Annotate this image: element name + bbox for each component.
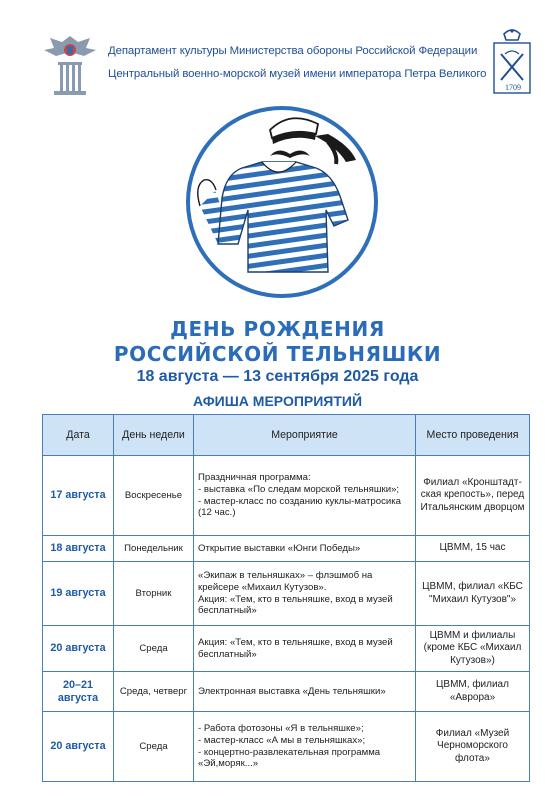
row-weekday: Среда [114, 712, 194, 782]
row-place: ЦВММ и филиалы (кроме КБС «Михаил Кутузов») [416, 626, 530, 672]
event-title-line1: ДЕНЬ РОЖДЕНИЯ [170, 317, 385, 341]
row-date: 20 августа [43, 626, 114, 672]
ministry-department-line: Департамент культуры Министерства обороны Российской Федерации [108, 45, 478, 57]
column-header-weekday: День недели [114, 415, 194, 456]
table-row [43, 672, 530, 712]
event-dates: 18 августа — 13 сентября 2025 года [136, 368, 419, 385]
row-date: 20–21 августа [43, 672, 114, 712]
column-header-event: Мероприятие [194, 415, 416, 456]
row-date: 17 августа [43, 456, 114, 536]
program-subtitle: АФИША МЕРОПРИЯТИЙ [192, 393, 363, 409]
table-row [43, 536, 530, 562]
row-event: Электронная выставка «День тельняшки» [194, 672, 416, 712]
column-header-date: Дата [43, 415, 114, 456]
row-weekday: Среда, четверг [114, 672, 194, 712]
row-weekday: Среда [114, 626, 194, 672]
row-place: Филиал «Кронштадт-ская крепость», перед Итальянским дворцом [416, 456, 530, 536]
table-row [43, 562, 530, 626]
row-event: Открытие выставки «Юнги Победы» [194, 536, 416, 562]
table-header-row [43, 415, 530, 456]
row-place: ЦВММ, филиал «Аврора» [416, 672, 530, 712]
row-weekday: Вторник [114, 562, 194, 626]
program-table [42, 414, 530, 782]
emblem-year: 1709 [505, 83, 521, 92]
row-weekday: Воскресенье [114, 456, 194, 536]
ministry-emblem-icon [40, 30, 100, 100]
row-event: - Работа фотозоны «Я в тельняшке»; - мастер-класс «А мы в тельняшках»; - концертно-развлекательная программа «Эй,моряк...» [194, 712, 416, 782]
row-place: ЦВММ, филиал «КБС "Михаил Кутузов"» [416, 562, 530, 626]
table-row [43, 456, 530, 536]
museum-emblem-icon [489, 26, 535, 98]
row-date: 18 августа [43, 536, 114, 562]
row-event: Праздничная программа: - выставка «По следам морской тельняшки»; - мастер-класс по созданию куклы-матросика (12 час.) [194, 456, 416, 536]
column-header-place: Место проведения [416, 415, 530, 456]
row-date: 19 августа [43, 562, 114, 626]
page-header [0, 0, 555, 110]
row-event: «Экипаж в тельняшках» – флэшмоб на крейсере «Михаил Кутузов». Акция: «Тем, кто в тельняшке, вход в музей бесплатный» [194, 562, 416, 626]
row-place: ЦВММ, 15 час [416, 536, 530, 562]
row-place: Филиал «Музей Черноморского флота» [416, 712, 530, 782]
museum-name-line: Центральный военно-морской музей имени императора Петра Великого [108, 68, 487, 80]
event-title-line2: РОССИЙСКОЙ ТЕЛЬНЯШКИ [113, 342, 442, 366]
row-date: 20 августа [43, 712, 114, 782]
table-row [43, 712, 530, 782]
row-weekday: Понедельник [114, 536, 194, 562]
table-row [43, 626, 530, 672]
sailor-telnyashka-logo [178, 102, 388, 302]
row-event: Акция: «Тем, кто в тельняшке, вход в музей бесплатный» [194, 626, 416, 672]
